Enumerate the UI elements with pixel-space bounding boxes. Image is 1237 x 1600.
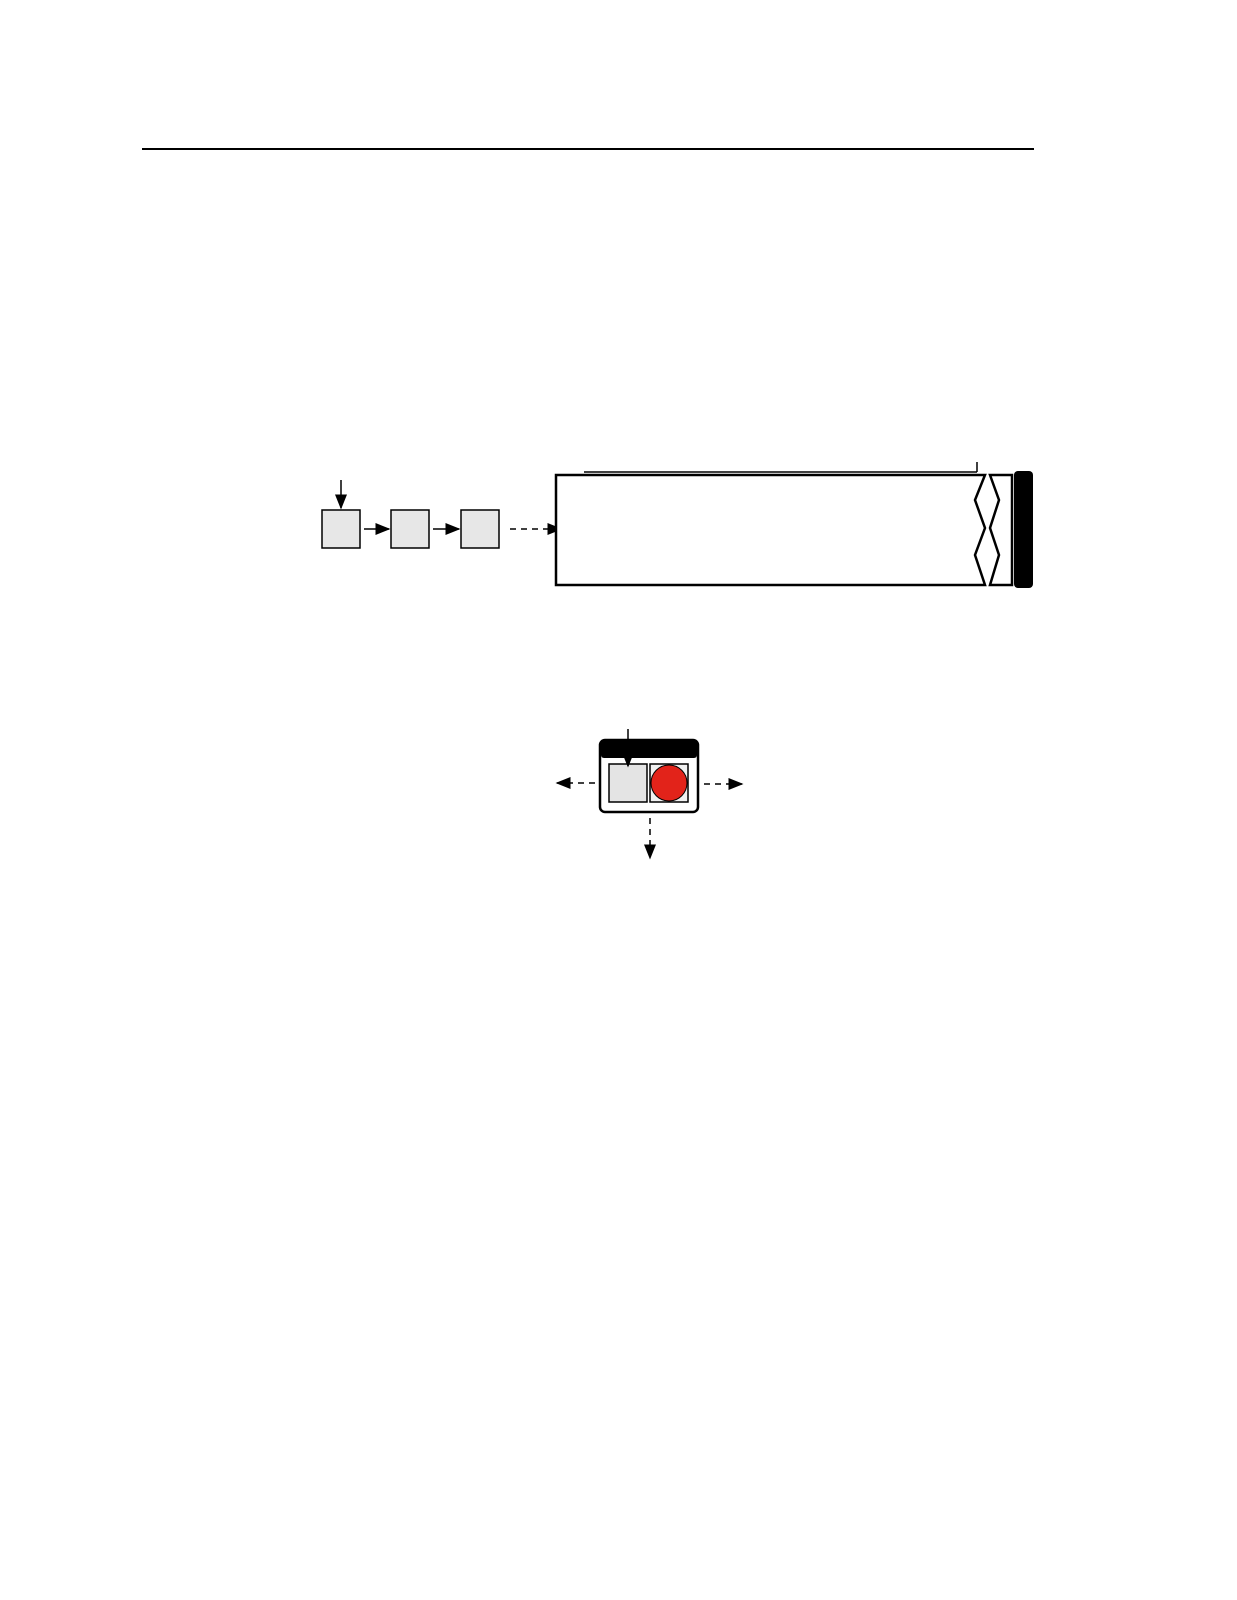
io-panel-header [601,741,697,758]
audio-button-lit [651,765,687,801]
page-footer [142,1505,156,1527]
rgbhv-button [609,764,647,802]
